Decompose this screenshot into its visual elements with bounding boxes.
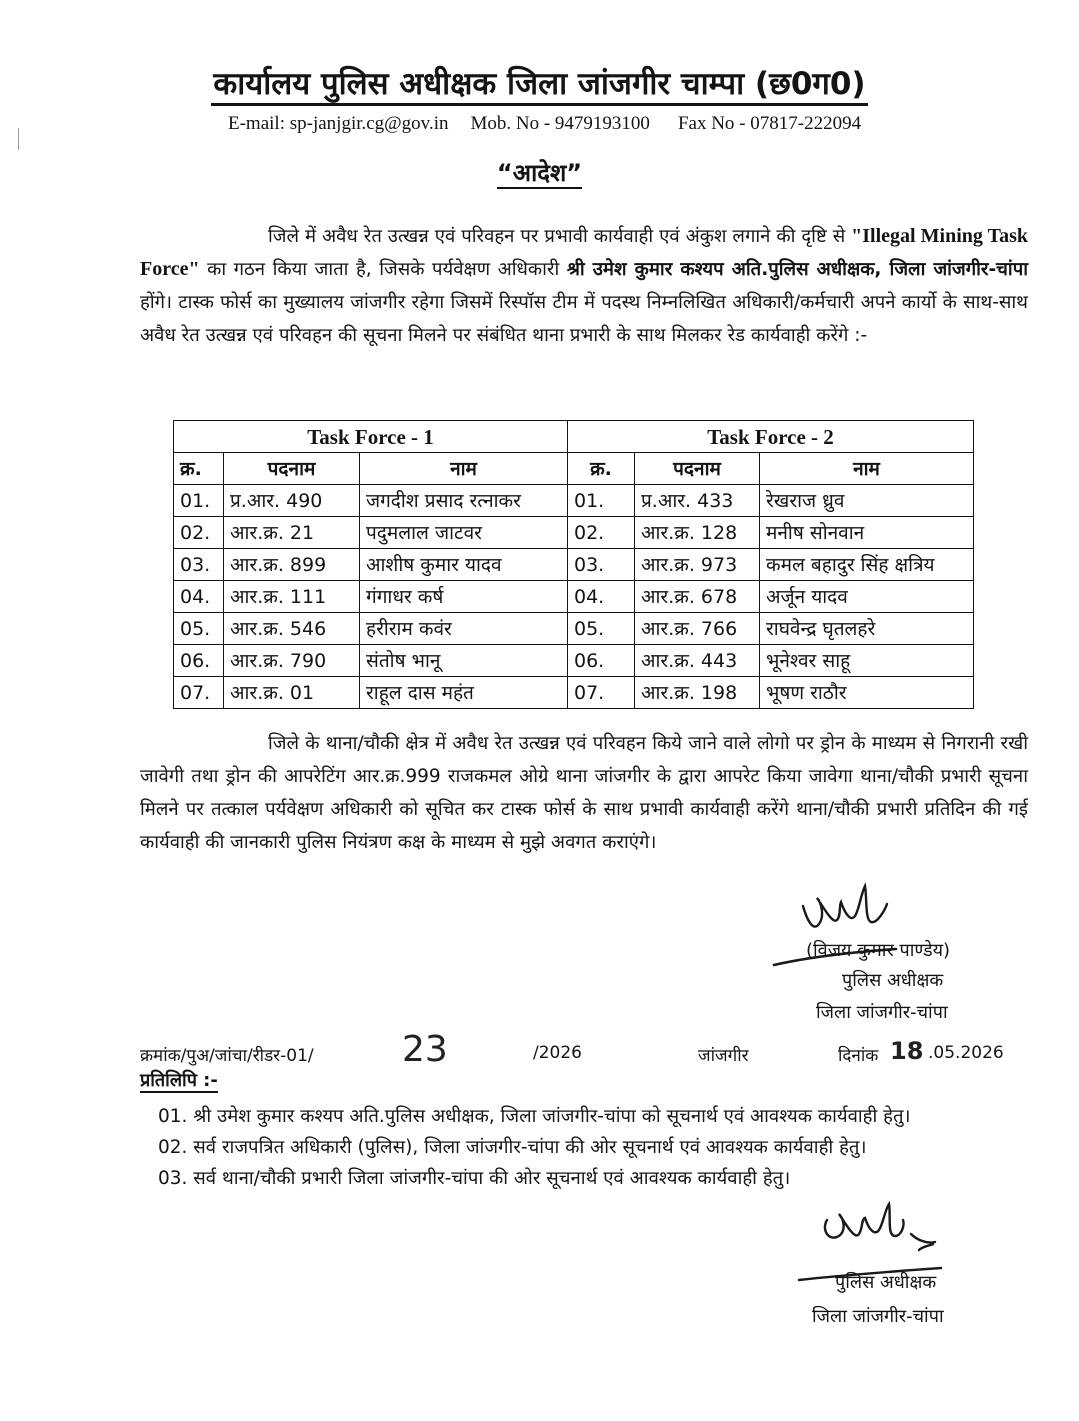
margin-mark bbox=[18, 128, 19, 150]
task-force-name: "Illegal Mining Task Force" bbox=[140, 225, 1028, 280]
cell-rank: आर.क्र. 790 bbox=[224, 645, 360, 677]
signer-2-district: जिला जांजगीर-चांपा bbox=[812, 1306, 944, 1327]
reference-line bbox=[140, 1029, 1020, 1077]
cell-name: पदुमलाल जाटवर bbox=[360, 517, 568, 549]
table-row bbox=[174, 677, 974, 709]
mobile-text: Mob. No - 9479193100 bbox=[470, 113, 650, 134]
cell-rank: आर.क्र. 546 bbox=[224, 613, 360, 645]
reference-number: 23 bbox=[402, 1029, 448, 1070]
col-header-no: क्र. bbox=[174, 453, 224, 485]
reference-prefix: क्रमांक/पुअ/जांचा/रीडर-01/ bbox=[140, 1046, 314, 1066]
list-item: 01. श्री उमेश कुमार कश्यप अति.पुलिस अधीक्षक, जिला जांजगीर-चांपा को सूचनार्थ एवं आवश्यक कार्यवाही हेतु। bbox=[158, 1106, 911, 1127]
task-force-table bbox=[173, 420, 974, 709]
supervising-officer: श्री उमेश कुमार कश्यप अति.पुलिस अधीक्षक, जिला जांजगीर-चांपा bbox=[566, 259, 1028, 280]
cell-no: 05. bbox=[568, 613, 635, 645]
cell-name: भूषण राठौर bbox=[760, 677, 974, 709]
cell-name: आशीष कुमार यादव bbox=[360, 549, 568, 581]
table-column-header bbox=[174, 453, 974, 485]
table-row bbox=[174, 645, 974, 677]
reference-place: जांजगीर bbox=[698, 1046, 749, 1066]
cell-rank: आर.क्र. 01 bbox=[224, 677, 360, 709]
cell-name: संतोष भानू bbox=[360, 645, 568, 677]
cell-rank: आर.क्र. 198 bbox=[635, 677, 760, 709]
signer-name: (विजय कुमार पाण्डेय) bbox=[806, 940, 951, 961]
cell-no: 02. bbox=[174, 517, 224, 549]
cell-rank: आर.क्र. 973 bbox=[635, 549, 760, 581]
task-force-1-header: Task Force - 1 bbox=[174, 421, 568, 453]
cell-rank: प्र.आर. 490 bbox=[224, 485, 360, 517]
col-header-rank: पदनाम bbox=[224, 453, 360, 485]
cell-name: हरीराम कवंर bbox=[360, 613, 568, 645]
date-rest: .05.2026 bbox=[928, 1043, 1004, 1063]
email-text: E-mail: sp-janjgir.cg@gov.in bbox=[228, 113, 449, 134]
cell-no: 05. bbox=[174, 613, 224, 645]
date-label: दिनांक bbox=[838, 1046, 879, 1066]
cell-name: राघवेन्द्र घृतलहरे bbox=[760, 613, 974, 645]
table-row bbox=[174, 517, 974, 549]
cell-name: अर्जून यादव bbox=[760, 581, 974, 613]
col-header-rank: पदनाम bbox=[635, 453, 760, 485]
cell-rank: आर.क्र. 766 bbox=[635, 613, 760, 645]
cell-rank: आर.क्र. 128 bbox=[635, 517, 760, 549]
task-force-2-header: Task Force - 2 bbox=[568, 421, 974, 453]
fax-text: Fax No - 07817-222094 bbox=[677, 113, 862, 134]
signer-2-designation: पुलिस अधीक्षक bbox=[835, 1272, 937, 1293]
cell-name: जगदीश प्रसाद रत्नाकर bbox=[360, 485, 568, 517]
table-row bbox=[174, 613, 974, 645]
table-row bbox=[174, 549, 974, 581]
office-title: कार्यालय पुलिस अधीक्षक जिला जांजगीर चाम्पा (छ0ग0) bbox=[0, 64, 1079, 104]
list-item: 03. सर्व थाना/चौकी प्रभारी जिला जांजगीर-चांपा की ओर सूचनार्थ एवं आवश्यक कार्यवाही हेतु। bbox=[158, 1168, 791, 1189]
cell-no: 03. bbox=[174, 549, 224, 581]
signature-2 bbox=[815, 1200, 945, 1270]
cell-name: राहूल दास महंत bbox=[360, 677, 568, 709]
copy-to-heading: प्रतिलिपि :- bbox=[140, 1070, 218, 1091]
cell-no: 01. bbox=[568, 485, 635, 517]
cell-name: गंगाधर कर्ष bbox=[360, 581, 568, 613]
col-header-name: नाम bbox=[760, 453, 974, 485]
cell-rank: आर.क्र. 899 bbox=[224, 549, 360, 581]
date-day: 18 bbox=[890, 1037, 924, 1065]
cell-no: 06. bbox=[568, 645, 635, 677]
cell-no: 04. bbox=[174, 581, 224, 613]
order-paragraph-2: जिले के थाना/चौकी क्षेत्र में अवैध रेत उत्खन्न एवं परिवहन किये जाने वाले लोगो पर ड्रोन के माध्यम से निगरानी रखी जावेगी तथा ड्रोन की आपरेटिंग आर.क्र.999 राजकमल ओग्रे थाना जांजगीर के द्वारा आपरेट किया जावेगा थाना/चौकी प्रभारी सूचना मिलने पर तत्काल पर्यवेक्षण अधिकारी को सूचित कर टास्क फोर्स के साथ प्रभावी कार्यवाही करेंगे थाना/चौकी प्रभारी प्रतिदिन की गई कार्यवाही की जानकारी पुलिस नियंत्रण कक्ष के माध्यम से मुझे अवगत कराएंगे। bbox=[140, 733, 1028, 853]
col-header-no: क्र. bbox=[568, 453, 635, 485]
copy-to-list bbox=[158, 1101, 911, 1194]
cell-name: रेखराज ध्रुव bbox=[760, 485, 974, 517]
cell-no: 03. bbox=[568, 549, 635, 581]
signer-designation: पुलिस अधीक्षक bbox=[842, 970, 944, 991]
cell-no: 06. bbox=[174, 645, 224, 677]
contact-line bbox=[228, 112, 940, 136]
cell-rank: आर.क्र. 111 bbox=[224, 581, 360, 613]
order-paragraph-1: जिले में अवैध रेत उत्खन्न एवं परिवहन पर प्रभावी कार्यवाही एवं अंकुश लगाने की दृष्टि से "Illegal Mining Task Force" का गठन किया जाता है, जिसके पर्यवेक्षण अधिकारी श्री उमेश कुमार कश्यप अति.पुलिस अधीक्षक, जिला जांजगीर-चांपा होंगे। टास्क फोर्स का मुख्यालय जांजगीर रहेगा जिसमें रिस्पॉस टीम में पदस्थ निम्नलिखित अधिकारी/कर्मचारी अपने कार्यो के साथ-साथ अवैध रेत उत्खन्न एवं परिवहन की सूचना मिलने पर संबंधित थाना प्रभारी के साथ मिलकर रेड कार्यवाही करेंगे :- bbox=[140, 225, 1028, 346]
cell-name: मनीष सोनवान bbox=[760, 517, 974, 549]
cell-rank: आर.क्र. 21 bbox=[224, 517, 360, 549]
cell-no: 07. bbox=[174, 677, 224, 709]
cell-name: कमल बहादुर सिंह क्षत्रिय bbox=[760, 549, 974, 581]
order-title: “आदेश” bbox=[496, 159, 583, 187]
cell-no: 02. bbox=[568, 517, 635, 549]
cell-rank: आर.क्र. 678 bbox=[635, 581, 760, 613]
cell-no: 04. bbox=[568, 581, 635, 613]
table-group-header bbox=[174, 421, 974, 453]
cell-rank: आर.क्र. 443 bbox=[635, 645, 760, 677]
signer-district: जिला जांजगीर-चांपा bbox=[816, 1002, 948, 1023]
list-item: 02. सर्व राजपत्रित अधिकारी (पुलिस), जिला जांजगीर-चांपा की ओर सूचनार्थ एवं आवश्यक कार्यवाही हेतु। bbox=[158, 1137, 867, 1158]
cell-no: 01. bbox=[174, 485, 224, 517]
col-header-name: नाम bbox=[360, 453, 568, 485]
cell-rank: प्र.आर. 433 bbox=[635, 485, 760, 517]
table-row bbox=[174, 581, 974, 613]
cell-no: 07. bbox=[568, 677, 635, 709]
cell-name: भूनेश्वर साहू bbox=[760, 645, 974, 677]
table-row bbox=[174, 485, 974, 517]
reference-year: /2026 bbox=[533, 1043, 582, 1063]
